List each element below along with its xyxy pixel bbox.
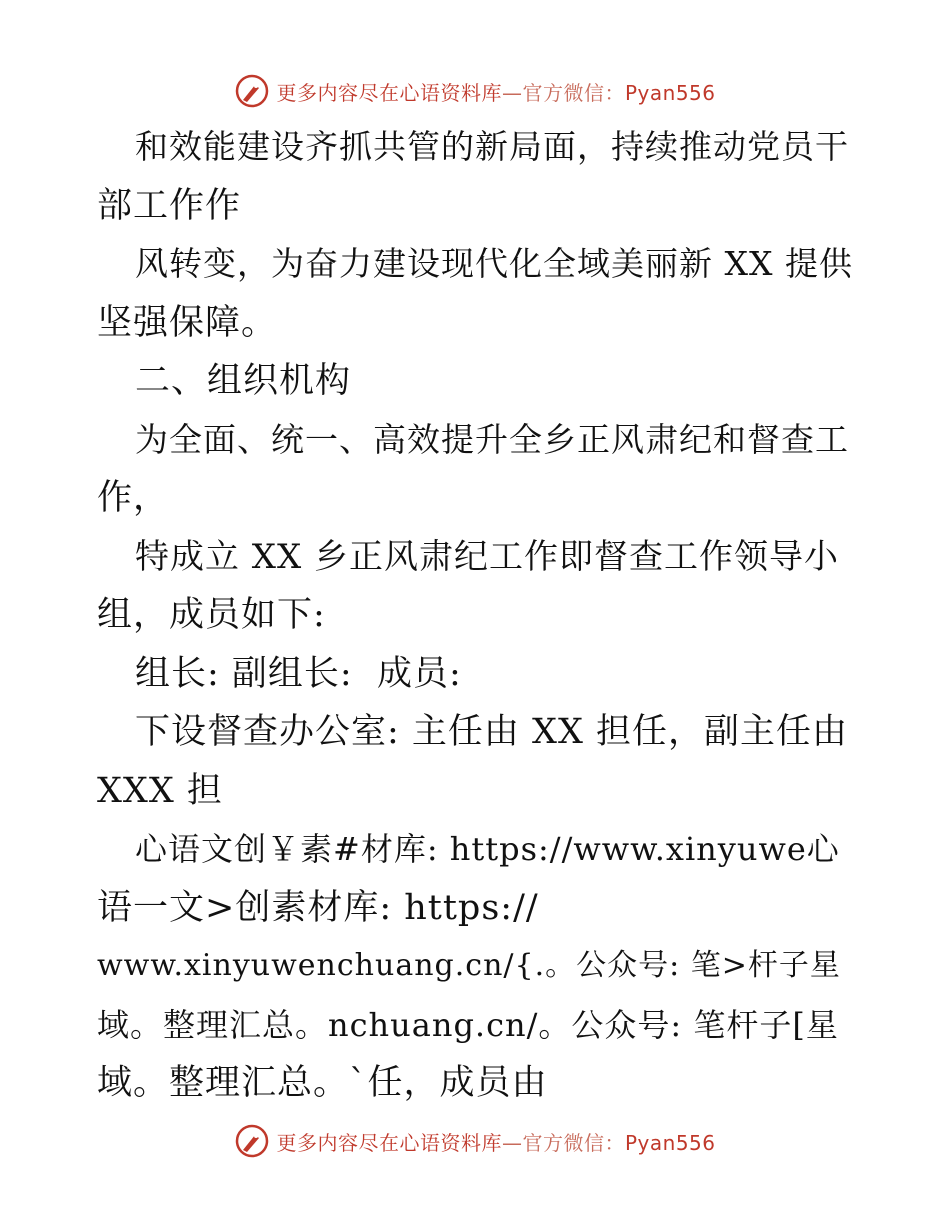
body-line: 部工作作	[97, 185, 242, 226]
footer-watermark-banner	[0, 1121, 950, 1161]
footer-banner-text	[276, 1127, 715, 1156]
header-banner-wechat-id: Pyan556	[624, 80, 716, 105]
section-heading: 二、组织机构	[135, 361, 352, 401]
body-line: 作，	[97, 478, 170, 518]
body-line: www.xinyuwenchuang.cn/{.。公众号: 笔>杆子星	[97, 948, 841, 983]
pen-nib-logo-icon	[234, 1123, 270, 1159]
header-banner-text	[276, 77, 715, 106]
footer-banner-title: 更多内容尽在心语资料库	[276, 1130, 502, 1155]
body-line: 为全面、统一、高效提升全乡正风肃纪和督查工	[135, 419, 849, 459]
header-banner-title: 更多内容尽在心语资料库	[276, 80, 502, 105]
body-line: 语一文>创素材库: https://	[97, 887, 539, 928]
body-line: 组长: 副组长: 成员:	[135, 653, 462, 694]
header-watermark-banner	[0, 71, 950, 111]
body-line: 风转变，为奋力建设现代化全域美丽新 XX 提供	[135, 244, 853, 283]
body-line: 下设督查办公室: 主任由 XX 担任，副主任由	[135, 712, 849, 752]
document-body	[97, 118, 857, 1113]
body-line: 和效能建设齐抓共管的新局面，持续推动党员干	[135, 127, 849, 166]
footer-banner-wechat-id: Pyan556	[624, 1130, 716, 1155]
body-line: 心语文创￥素#材库: https://www.xinyuwe心	[135, 830, 840, 868]
body-line: 域。整理汇总。nchuang.cn/。公众号: 笔杆子[星	[97, 1005, 839, 1044]
body-line: 特成立 XX 乡正风肃纪工作即督查工作领导小	[135, 536, 840, 577]
body-line: 坚强保障。	[97, 302, 278, 343]
header-banner-wechat-label: —官方微信：	[501, 80, 625, 105]
body-line: 组，成员如下:	[97, 595, 326, 635]
body-line: XXX 担	[97, 770, 223, 811]
pen-nib-logo-icon	[234, 73, 270, 109]
footer-banner-wechat-label: —官方微信：	[501, 1130, 625, 1155]
body-line: 域。整理汇总。`任，成员由	[97, 1063, 548, 1103]
